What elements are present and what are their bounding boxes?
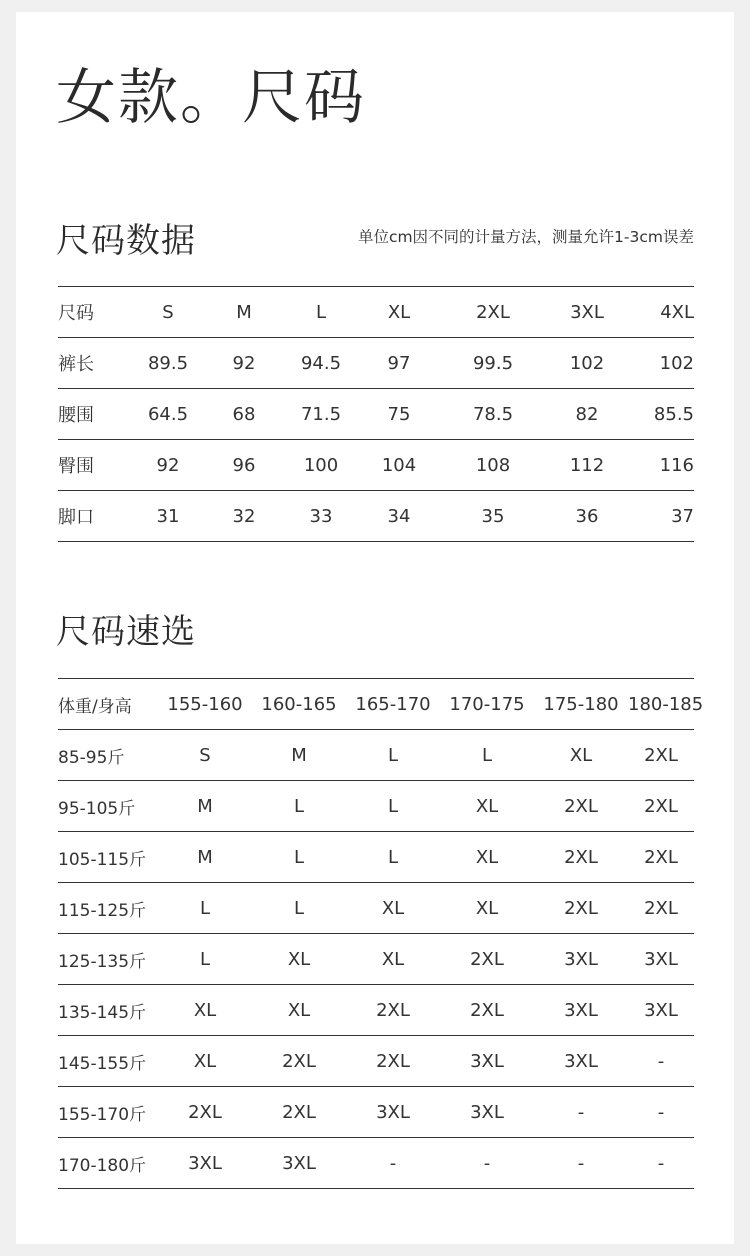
table-cell: 100 [282,440,360,491]
quick-select-row [58,934,694,985]
table-cell: 3XL [534,1036,628,1087]
table-cell: 33 [282,491,360,542]
table-cell: L [346,730,440,781]
table-cell: L [346,832,440,883]
table-cell: XL [158,985,252,1036]
table-cell: XL [534,730,628,781]
table-cell: 82 [548,389,626,440]
table-cell: 92 [130,440,206,491]
table-cell: 2XL [534,832,628,883]
table-header-row [58,287,694,338]
quick-select-row [58,1138,694,1189]
table-cell: L [252,832,346,883]
quick-select-row [58,832,694,883]
table-cell: L [158,934,252,985]
table-cell: - [534,1138,628,1189]
table-cell: 2XL [158,1087,252,1138]
table-cell: 3XL [440,1087,534,1138]
table-cell: 2XL [252,1087,346,1138]
row-label-cell: 135-145斤 [58,985,158,1036]
header-cell: 165-170 [346,679,440,730]
table-cell: 2XL [534,781,628,832]
table-cell: 102 [548,338,626,389]
table-cell: - [346,1138,440,1189]
quick-select-row [58,781,694,832]
size-row [58,440,694,491]
row-label-cell: 115-125斤 [58,883,158,934]
table-cell: - [628,1036,694,1087]
quick-select-row [58,883,694,934]
table-cell: 2XL [628,781,694,832]
header-cell: 175-180 [534,679,628,730]
table-cell: XL [158,1036,252,1087]
table-cell: L [346,781,440,832]
table-cell: 3XL [628,934,694,985]
table-cell: 2XL [628,883,694,934]
table-cell: L [440,730,534,781]
row-label-cell: 155-170斤 [58,1087,158,1138]
table-cell: 31 [130,491,206,542]
table-cell: 102 [626,338,694,389]
quick-select-row [58,730,694,781]
header-cell: 4XL [626,287,694,338]
size-row [58,338,694,389]
header-cell: 体重/身高 [58,679,158,730]
table-cell: 2XL [346,985,440,1036]
quick-select-row [58,1087,694,1138]
table-cell: 2XL [440,934,534,985]
table-cell: 2XL [534,883,628,934]
table-cell: 92 [206,338,282,389]
size-row [58,389,694,440]
table-cell: 35 [438,491,548,542]
table-cell: XL [346,883,440,934]
row-label-cell: 170-180斤 [58,1138,158,1189]
table-cell: XL [346,934,440,985]
table-cell: 71.5 [282,389,360,440]
table-cell: 2XL [628,730,694,781]
table-cell: 3XL [534,985,628,1036]
table-cell: XL [252,934,346,985]
table-cell: S [158,730,252,781]
row-label-cell: 125-135斤 [58,934,158,985]
row-label-cell: 裤长 [58,338,130,389]
quick-select-table [58,678,704,1189]
row-label-cell: 105-115斤 [58,832,158,883]
table-cell: - [628,1087,694,1138]
quick-select-row [58,1036,694,1087]
table-cell: 3XL [440,1036,534,1087]
table-cell: 2XL [346,1036,440,1087]
table-cell: - [534,1087,628,1138]
table-cell: 2XL [252,1036,346,1087]
header-cell: XL [360,287,438,338]
table-cell: M [158,781,252,832]
table-cell: L [252,781,346,832]
size-chart-card [16,12,734,1244]
table-cell: 34 [360,491,438,542]
row-label-cell: 臀围 [58,440,130,491]
row-label-cell: 脚口 [58,491,130,542]
row-label-cell: 腰围 [58,389,130,440]
table-cell: XL [440,883,534,934]
row-label-cell: 85-95斤 [58,730,158,781]
table-cell: M [158,832,252,883]
row-label-cell: 145-155斤 [58,1036,158,1087]
table-cell: 78.5 [438,389,548,440]
table-cell: 112 [548,440,626,491]
table-cell: M [252,730,346,781]
table-cell: 2XL [628,832,694,883]
header-cell: 155-160 [158,679,252,730]
table-cell: XL [440,832,534,883]
table-cell: 3XL [252,1138,346,1189]
table-cell: 104 [360,440,438,491]
measurement-note: 单位cm因不同的计量方法，测量允许1-3cm误差 [357,228,694,246]
table-cell: 2XL [440,985,534,1036]
table-cell: 94.5 [282,338,360,389]
table-cell: - [628,1138,694,1189]
table-cell: 116 [626,440,694,491]
header-cell: L [282,287,360,338]
table-cell: 3XL [346,1087,440,1138]
table-cell: 68 [206,389,282,440]
table-cell: 3XL [534,934,628,985]
table-cell: 75 [360,389,438,440]
header-cell: 160-165 [252,679,346,730]
row-label-cell: 95-105斤 [58,781,158,832]
table-cell: 64.5 [130,389,206,440]
size-row [58,491,694,542]
table-cell: 99.5 [438,338,548,389]
header-cell: 尺码 [58,287,130,338]
table-cell: 97 [360,338,438,389]
table-cell: 3XL [158,1138,252,1189]
table-cell: 36 [548,491,626,542]
table-cell: 32 [206,491,282,542]
table-header-row [58,679,694,730]
table-cell: L [158,883,252,934]
header-cell: 2XL [438,287,548,338]
header-cell: 180-185 [628,679,694,730]
table-cell: L [252,883,346,934]
size-data-table [58,286,694,542]
table-cell: 3XL [628,985,694,1036]
table-cell: XL [252,985,346,1036]
header-cell: M [206,287,282,338]
table-cell: - [440,1138,534,1189]
table-cell: 85.5 [626,389,694,440]
header-cell: 3XL [548,287,626,338]
table-cell: 96 [206,440,282,491]
header-cell: 170-175 [440,679,534,730]
table-cell: XL [440,781,534,832]
size-data-title: 尺码数据 [56,221,196,261]
page-title: 女款。尺码 [56,63,366,133]
table-cell: 89.5 [130,338,206,389]
quick-select-row [58,985,694,1036]
header-cell: S [130,287,206,338]
table-cell: 37 [626,491,694,542]
quick-select-title: 尺码速选 [56,612,196,652]
table-cell: 108 [438,440,548,491]
